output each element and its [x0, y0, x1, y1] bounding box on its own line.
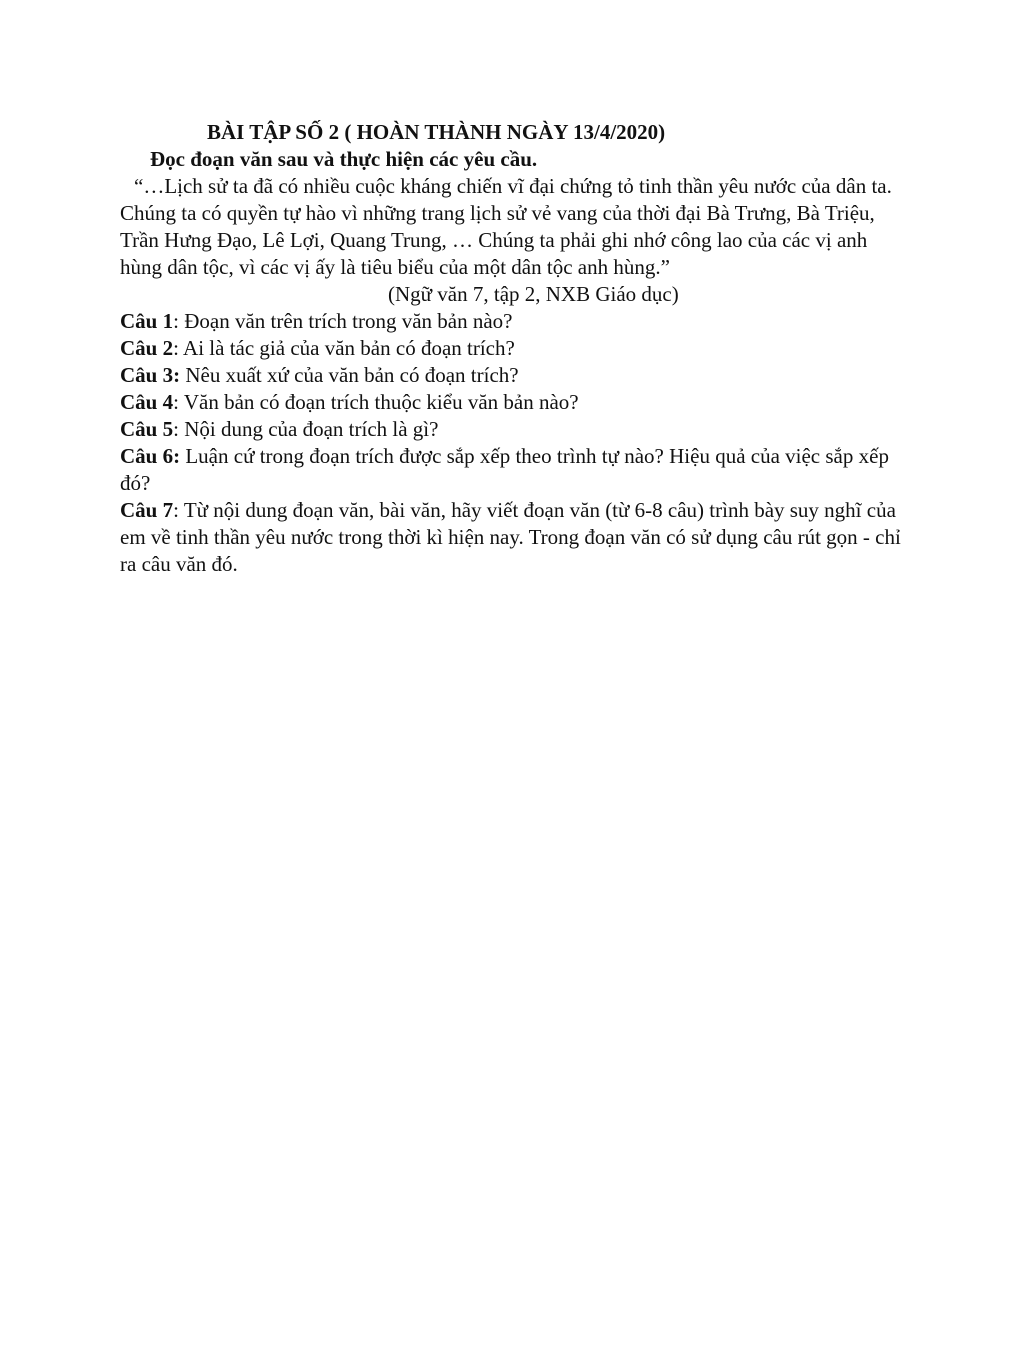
question-text: Luận cứ trong đoạn trích được sắp xếp theo trình tự nào? Hiệu quả của việc sắp xếp đó?	[120, 444, 889, 495]
question-label: Câu 1	[120, 309, 174, 333]
question-7	[120, 497, 910, 578]
question-4	[120, 389, 910, 416]
quoted-passage: “…Lịch sử ta đã có nhiều cuộc kháng chiến vĩ đại chứng tỏ tinh thần yêu nước của dân ta. Chúng ta có quyền tự hào vì những trang lịch sử vẻ vang của thời đại Bà Trưng, Bà Triệu, Trần Hưng Đạo, Lê Lợi, Quang Trung, … Chúng ta phải ghi nhớ công lao của các vị anh hùng dân tộc, vì các vị ấy là tiêu biểu của một dân tộc anh hùng.”	[120, 174, 892, 279]
question-1	[120, 308, 910, 335]
question-separator: :	[173, 390, 184, 414]
question-separator: :	[173, 309, 185, 333]
exercise-title: BÀI TẬP SỐ 2 ( HOÀN THÀNH NGÀY 13/4/2020)	[207, 120, 666, 144]
question-text: Ai là tác giả của văn bản có đoạn trích?	[183, 336, 515, 360]
question-separator: :	[173, 498, 184, 522]
question-label: Câu 4	[120, 390, 174, 414]
question-label: Câu 3:	[120, 363, 181, 387]
question-3	[120, 362, 910, 389]
question-label: Câu 6:	[120, 444, 181, 468]
question-label: Câu 7	[120, 498, 174, 522]
question-separator: :	[173, 417, 185, 441]
exercise-instruction: Đọc đoạn văn sau và thực hiện các yêu cầu.	[150, 147, 538, 171]
question-5	[120, 416, 910, 443]
question-separator: :	[173, 336, 184, 360]
question-text: Nêu xuất xứ của văn bản có đoạn trích?	[185, 363, 519, 387]
document-content	[120, 118, 910, 578]
question-text: Văn bản có đoạn trích thuộc kiểu văn bản nào?	[183, 390, 579, 414]
question-2	[120, 335, 910, 362]
question-label: Câu 2	[120, 336, 174, 360]
question-text: Từ nội dung đoạn văn, bài văn, hãy viết đoạn văn (từ 6-8 câu) trình bày suy nghĩ của em về tinh thần yêu nước trong thời kì hiện nay. Trong đoạn văn có sử dụng câu rút gọn - chỉ ra câu văn đó.	[120, 498, 901, 576]
question-6	[120, 443, 910, 497]
question-text: Nội dung của đoạn trích là gì?	[184, 417, 439, 441]
question-label: Câu 5	[120, 417, 174, 441]
passage-source: (Ngữ văn 7, tập 2, NXB Giáo dục)	[388, 282, 679, 306]
question-text: Đoạn văn trên trích trong văn bản nào?	[184, 309, 513, 333]
